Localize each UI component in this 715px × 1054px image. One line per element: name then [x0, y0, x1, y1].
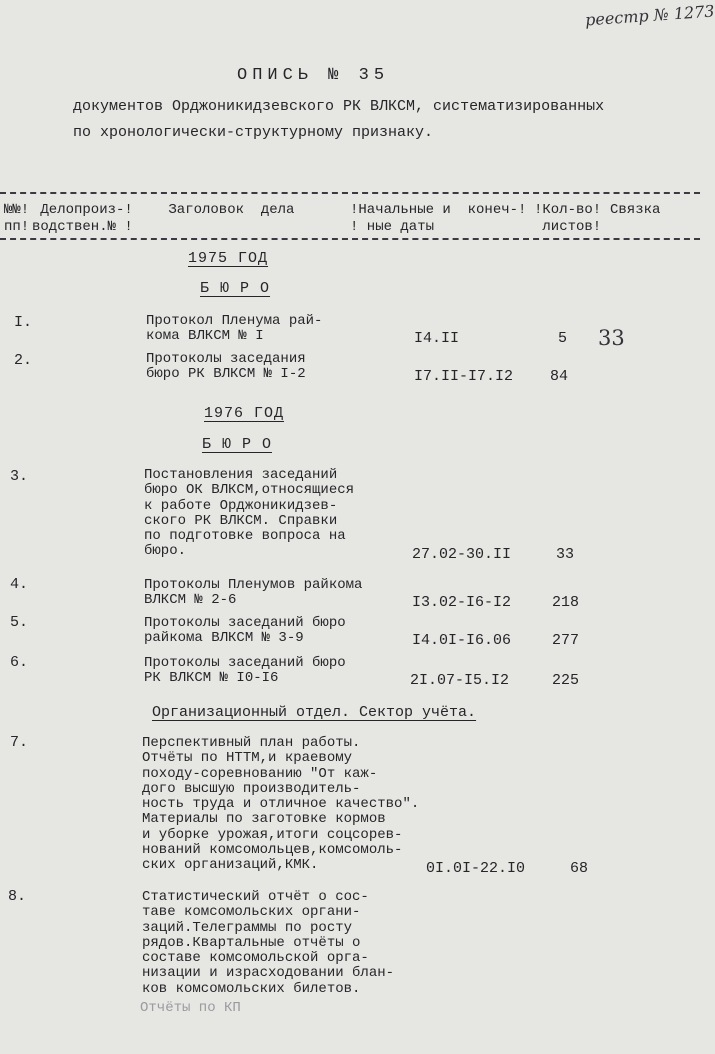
- row-1-bundle: 33: [598, 326, 625, 350]
- row-6-dates: 2I.07-I5.I2: [410, 672, 510, 689]
- row-4-number: 4.: [10, 576, 29, 593]
- row-2-title: Протоколы заседания бюро РК ВЛКСМ № I-2: [146, 351, 306, 383]
- row-1-title: Протокол Пленума рай- кома ВЛКСМ № I: [146, 313, 323, 345]
- handwritten-register-note: реестр № 1273: [584, 1, 715, 30]
- row-3-number: 3.: [10, 468, 29, 485]
- row-2-number: 2.: [14, 352, 33, 369]
- header-col-sheet-count: !Кол-во! листов!: [534, 202, 602, 235]
- row-3-title: Постановления заседаний бюро ОК ВЛКСМ,относящиеся к работе Орджоникидзев- ского РК ВЛКСМ. Справки по подготовке вопроса на бюро.: [144, 467, 355, 560]
- row-8-number: 8.: [8, 888, 27, 905]
- row-3-count: 33: [556, 546, 575, 563]
- row-7-title: Перспективный план работы. Отчёты по НТТМ,и краевому походу-соревнованию "От каж- дого высшую производитель- ность труда и отличное качество". Материалы по заготовке кормов и уборке урожая,итоги соцсорев- нований комсомольцев,комсомоль- ских организаций,КМК.: [142, 735, 420, 874]
- row-7-count: 68: [570, 860, 589, 877]
- row-5-count: 277: [552, 632, 580, 649]
- row-7-dates: 0I.0I-22.I0: [426, 860, 526, 877]
- row-1-count: 5: [558, 330, 568, 347]
- document-subtitle-line2: по хронологически-структурному признаку.: [73, 124, 434, 141]
- document-subtitle-line1: документов Орджоникидзевского РК ВЛКСМ, систематизированных: [73, 98, 605, 115]
- section-year-1976: 1976 ГОД: [204, 405, 285, 422]
- row-5-number: 5.: [10, 614, 29, 631]
- row-6-number: 6.: [10, 654, 29, 671]
- row-3-dates: 27.02-30.II: [412, 546, 512, 563]
- header-col-office-number: Делопроиз-! водствен.№ !: [32, 202, 133, 235]
- header-col-title: Заголовок дела: [160, 202, 295, 218]
- row-2-dates: I7.II-I7.I2: [414, 368, 514, 385]
- row-8-title: Статистический отчёт о сос- таве комсомольских органи- заций.Телеграммы по росту рядов.Квартальные отчёты о составе комсомольской орга- низации и израсходовании блан- ков комсомольских билетов.: [142, 889, 395, 997]
- header-top-rule: [0, 192, 700, 194]
- section-organizational-department: Организационный отдел. Сектор учёта.: [152, 704, 477, 721]
- header-col-dates: !Начальные и конеч-! ! ные даты: [350, 202, 527, 235]
- row-1-dates: I4.II: [414, 330, 460, 347]
- row-7-number: 7.: [10, 734, 29, 751]
- section-buro-1975: Б Ю Р О: [200, 280, 271, 297]
- faded-continuation-text: Отчёты по КП: [140, 1000, 241, 1016]
- row-4-dates: I3.02-I6-I2: [412, 594, 512, 611]
- section-buro-1976: Б Ю Р О: [202, 436, 273, 453]
- document-title: ОПИСЬ № 35: [237, 66, 390, 85]
- row-6-count: 225: [552, 672, 580, 689]
- row-4-count: 218: [552, 594, 580, 611]
- row-6-title: Протоколы заседаний бюро РК ВЛКСМ № I0-I6: [144, 655, 346, 687]
- header-bottom-rule: [0, 238, 700, 240]
- header-col-bundle: Связка: [610, 202, 661, 218]
- section-year-1975: 1975 ГОД: [188, 250, 269, 267]
- row-1-number: I.: [14, 314, 33, 331]
- row-5-title: Протоколы заседаний бюро райкома ВЛКСМ № 3-9: [144, 615, 346, 647]
- row-5-dates: I4.0I-I6.06: [412, 632, 512, 649]
- row-4-title: Протоколы Пленумов райкома ВЛКСМ № 2-6: [144, 577, 363, 609]
- row-2-count: 84: [550, 368, 569, 385]
- header-col-number: №№! пп!: [4, 202, 30, 235]
